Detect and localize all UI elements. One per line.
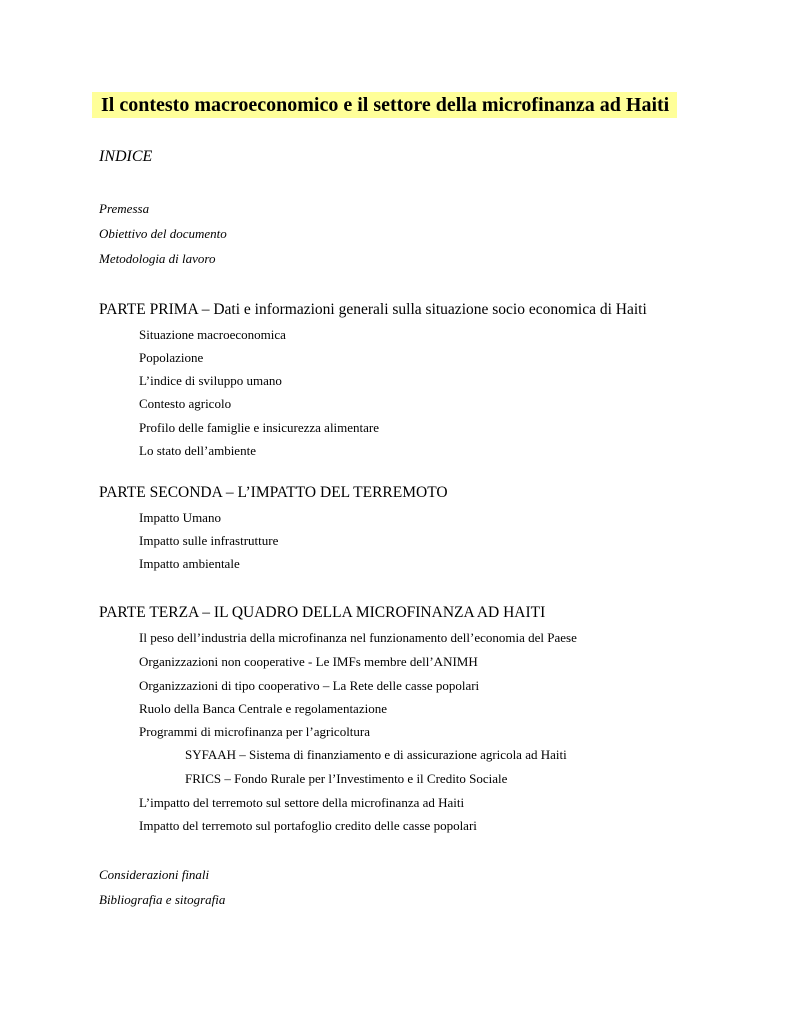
intro-item-obiettivo: Obiettivo del documento [99,226,227,241]
sub-list-item: SYFAAH – Sistema di finanziamento e di assicurazione agricola ad Haiti [185,747,567,762]
list-item: L’indice di sviluppo umano [139,373,282,388]
list-item: Situazione macroeconomica [139,327,286,342]
list-item: Impatto del terremoto sul portafoglio credito delle casse popolari [139,818,477,833]
list-item: Organizzazioni non cooperative - Le IMFs membre dell’ANIMH [139,654,478,669]
list-item: Organizzazioni di tipo cooperativo – La Rete delle casse popolari [139,678,480,693]
list-item: L’impatto del terremoto sul settore della microfinanza ad Haiti [139,795,465,810]
list-item: Contesto agricolo [139,396,232,411]
list-item: Programmi di microfinanza per l’agricoltura [139,724,371,739]
intro-item-premessa: Premessa [99,201,150,216]
part-three-heading: PARTE TERZA – IL QUADRO DELLA MICROFINANZA AD HAITI [99,604,546,621]
list-item: Lo stato dell’ambiente [139,443,256,458]
list-item: Il peso dell’industria della microfinanza nel funzionamento dell’economia del Paese [139,630,577,645]
intro-item-metodologia: Metodologia di lavoro [99,251,216,266]
document-title: Il contesto macroeconomico e il settore della microfinanza ad Haiti [92,92,677,118]
list-item: Popolazione [139,350,204,365]
index-heading: INDICE [99,148,153,165]
list-item: Impatto Umano [139,510,221,525]
closing-item-bibliografia: Bibliografia e sitografia [99,892,226,907]
closing-item-considerazioni: Considerazioni finali [99,867,210,882]
list-item: Ruolo della Banca Centrale e regolamentazione [139,701,387,716]
part-two-heading: PARTE SECONDA – L’IMPATTO DEL TERREMOTO [99,484,448,501]
sub-list-item: FRICS – Fondo Rurale per l’Investimento e il Credito Sociale [185,771,508,786]
list-item: Impatto sulle infrastrutture [139,533,279,548]
list-item: Impatto ambientale [139,556,240,571]
list-item: Profilo delle famiglie e insicurezza alimentare [139,420,380,435]
part-one-heading: PARTE PRIMA – Dati e informazioni generali sulla situazione socio economica di Haiti [99,301,647,318]
